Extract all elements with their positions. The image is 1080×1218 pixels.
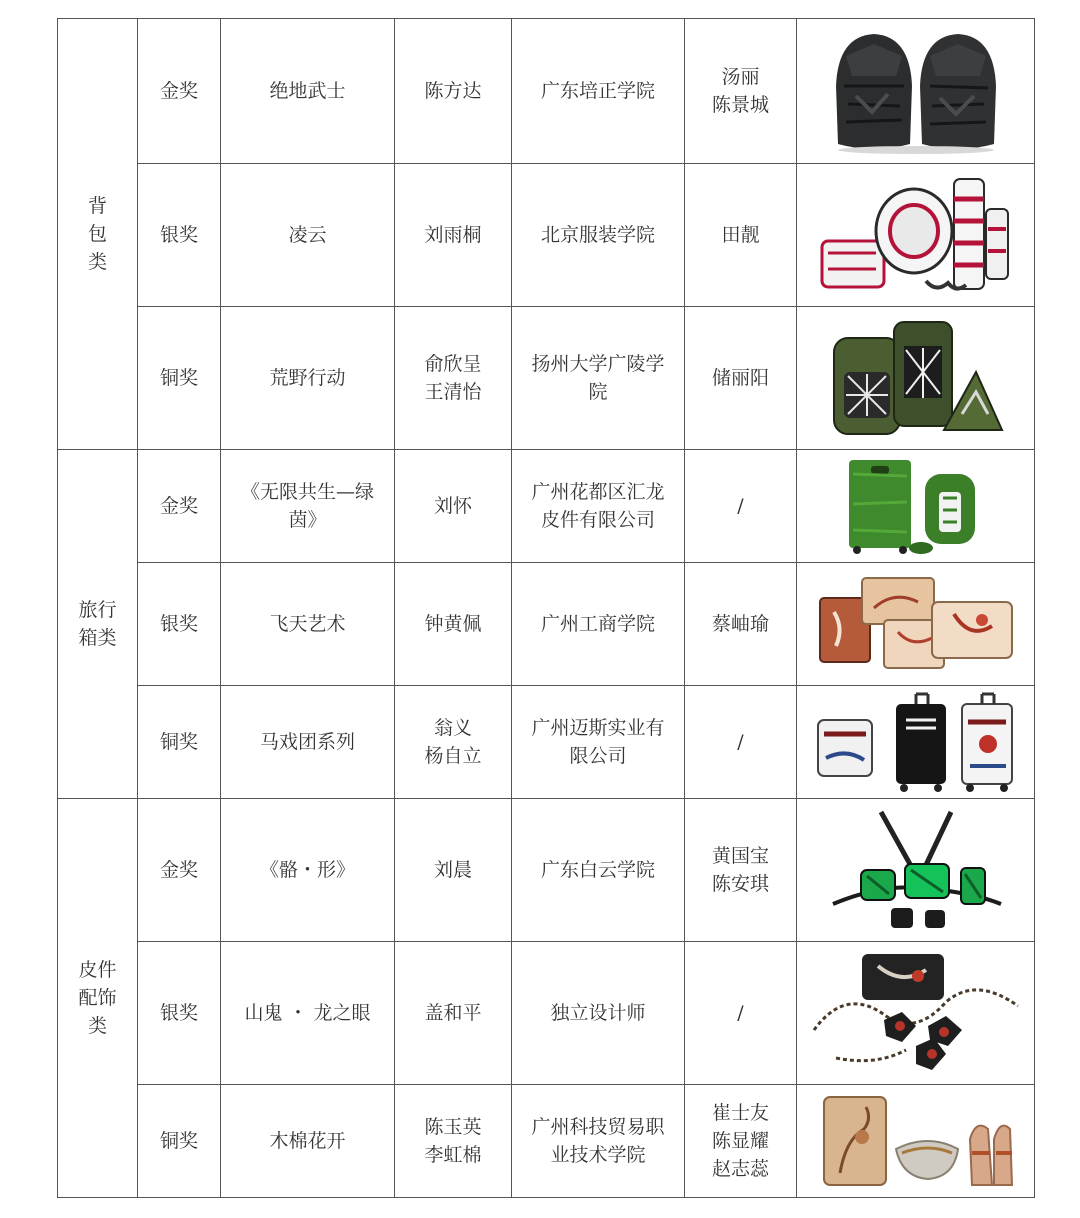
- designer-cell: [395, 799, 512, 942]
- table-row: [58, 307, 1035, 450]
- designer-name: 陈方达: [424, 80, 482, 102]
- product-image-cell: [797, 942, 1035, 1085]
- advisor-cell: [685, 563, 797, 686]
- designer-name: 刘晨: [433, 859, 472, 881]
- designer-cell: [395, 942, 512, 1085]
- work-title: 荒野行动: [269, 367, 346, 389]
- advisor-name: 崔士友: [711, 1102, 769, 1124]
- product-image-cell: [797, 164, 1035, 307]
- product-image-cell: [797, 307, 1035, 450]
- award-cell: 金奖: [138, 19, 221, 164]
- dragon-eye-accessories-image: [806, 946, 1026, 1080]
- category-label: 类: [87, 251, 107, 273]
- circus-luggage-image: [812, 690, 1020, 794]
- category-label: 皮件: [78, 959, 117, 981]
- table-row: [58, 686, 1035, 799]
- advisor-cell: [685, 686, 797, 799]
- category-label: 旅行: [78, 599, 117, 621]
- designer-cell: [395, 19, 512, 164]
- designer-name: 俞欣呈: [424, 353, 482, 375]
- green-harness-accessories-image: [821, 804, 1011, 936]
- advisor-name: /: [737, 731, 744, 753]
- category-label: 箱类: [78, 627, 117, 649]
- institution-name: 广东培正学院: [540, 80, 655, 102]
- category-cell: [58, 450, 138, 799]
- advisor-cell: [685, 942, 797, 1085]
- institution-name: 北京服装学院: [540, 224, 655, 246]
- advisor-cell: [685, 1085, 797, 1198]
- award-cell: 铜奖: [138, 1085, 221, 1198]
- green-grass-luggage-image: [841, 454, 991, 558]
- kapok-leather-goods-image: [816, 1089, 1016, 1193]
- award-cell: 金奖: [138, 450, 221, 563]
- designer-cell: [395, 307, 512, 450]
- work-title: 绝地武士: [269, 80, 346, 102]
- advisor-cell: [685, 164, 797, 307]
- work-title: 木棉花开: [269, 1130, 346, 1152]
- award-cell: 银奖: [138, 164, 221, 307]
- work-title-cell: [221, 19, 395, 164]
- category-label: 包: [87, 223, 107, 245]
- institution-name: 广州迈斯实业有: [531, 717, 665, 739]
- table-row: [58, 799, 1035, 942]
- table-row: [58, 164, 1035, 307]
- designer-cell: [395, 563, 512, 686]
- table-row: [58, 450, 1035, 563]
- work-title: 马戏团系列: [259, 731, 355, 753]
- institution-cell: [512, 942, 685, 1085]
- product-image-cell: [797, 686, 1035, 799]
- designer-cell: [395, 1085, 512, 1198]
- institution-name: 广州花都区汇龙: [531, 481, 665, 503]
- advisor-cell: [685, 450, 797, 563]
- institution-cell: [512, 1085, 685, 1198]
- work-title: 《骼・形》: [259, 859, 355, 881]
- designer-name: 李虹棉: [424, 1144, 482, 1166]
- work-title: 凌云: [288, 224, 327, 246]
- advisor-cell: [685, 19, 797, 164]
- award-cell: 银奖: [138, 942, 221, 1085]
- institution-name: 院: [588, 381, 608, 403]
- institution-cell: [512, 19, 685, 164]
- work-title-cell: [221, 307, 395, 450]
- award-cell: 铜奖: [138, 307, 221, 450]
- institution-name: 广州工商学院: [540, 613, 655, 635]
- product-image-cell: [797, 799, 1035, 942]
- work-title-cell: [221, 942, 395, 1085]
- table-row: [58, 1085, 1035, 1198]
- painted-suitcases-image: [814, 568, 1018, 680]
- work-title-cell: [221, 799, 395, 942]
- product-image-cell: [797, 450, 1035, 563]
- category-cell: [58, 799, 138, 1198]
- advisor-name: 赵志蕊: [711, 1158, 769, 1180]
- institution-cell: [512, 450, 685, 563]
- advisor-name: 蔡岫瑜: [711, 613, 769, 635]
- white-red-backpack-set-image: [816, 169, 1016, 301]
- designer-name: 盖和平: [424, 1002, 482, 1024]
- institution-cell: [512, 307, 685, 450]
- designer-name: 陈玉英: [424, 1116, 482, 1138]
- designer-name: 王清怡: [424, 381, 482, 403]
- work-title: 《无限共生—绿: [240, 481, 374, 503]
- advisor-cell: [685, 307, 797, 450]
- designer-name: 杨自立: [424, 745, 482, 767]
- award-cell: 金奖: [138, 799, 221, 942]
- institution-cell: [512, 686, 685, 799]
- work-title-cell: [221, 686, 395, 799]
- award-cell: 银奖: [138, 563, 221, 686]
- category-label: 背: [87, 195, 107, 217]
- table-row: [58, 942, 1035, 1085]
- advisor-cell: [685, 799, 797, 942]
- designer-name: 刘怀: [433, 495, 472, 517]
- advisor-name: 汤丽: [721, 66, 760, 88]
- table-row: [58, 19, 1035, 164]
- designer-name: 刘雨桐: [424, 224, 482, 246]
- category-label: 类: [87, 1015, 107, 1037]
- product-image-cell: [797, 1085, 1035, 1198]
- institution-name: 限公司: [569, 745, 627, 767]
- institution-cell: [512, 799, 685, 942]
- table-row: [58, 563, 1035, 686]
- designer-name: 翁义: [433, 717, 472, 739]
- advisor-name: 储丽阳: [711, 367, 769, 389]
- category-label: 配饰: [78, 987, 117, 1009]
- advisor-name: 田靓: [721, 224, 760, 246]
- designer-cell: [395, 164, 512, 307]
- advisor-name: 陈显耀: [711, 1130, 769, 1152]
- work-title-cell: [221, 164, 395, 307]
- award-cell: 铜奖: [138, 686, 221, 799]
- work-title: 茵》: [288, 509, 327, 531]
- work-title-cell: [221, 563, 395, 686]
- advisor-name: /: [737, 495, 744, 517]
- designer-cell: [395, 686, 512, 799]
- advisor-name: 陈安琪: [711, 873, 769, 895]
- institution-cell: [512, 164, 685, 307]
- product-image-cell: [797, 19, 1035, 164]
- advisor-name: /: [737, 1002, 744, 1024]
- institution-name: 广东白云学院: [540, 859, 655, 881]
- designer-name: 钟黄佩: [424, 613, 482, 635]
- institution-name: 广州科技贸易职: [531, 1116, 665, 1138]
- work-title-cell: [221, 1085, 395, 1198]
- advisor-name: 黄国宝: [711, 845, 769, 867]
- green-camo-backpack-set-image: [826, 312, 1006, 444]
- awards-table: [57, 18, 1035, 1198]
- black-armored-backpack-image: [826, 26, 1006, 156]
- institution-name: 扬州大学广陵学: [531, 353, 665, 375]
- institution-name: 业技术学院: [550, 1144, 646, 1166]
- institution-name: 皮件有限公司: [540, 509, 655, 531]
- work-title: 飞天艺术: [269, 613, 346, 635]
- product-image-cell: [797, 563, 1035, 686]
- work-title-cell: [221, 450, 395, 563]
- work-title: 山鬼 ・ 龙之眼: [244, 1002, 371, 1024]
- institution-cell: [512, 563, 685, 686]
- category-cell: [58, 19, 138, 450]
- designer-cell: [395, 450, 512, 563]
- institution-name: 独立设计师: [550, 1002, 646, 1024]
- advisor-name: 陈景城: [711, 94, 769, 116]
